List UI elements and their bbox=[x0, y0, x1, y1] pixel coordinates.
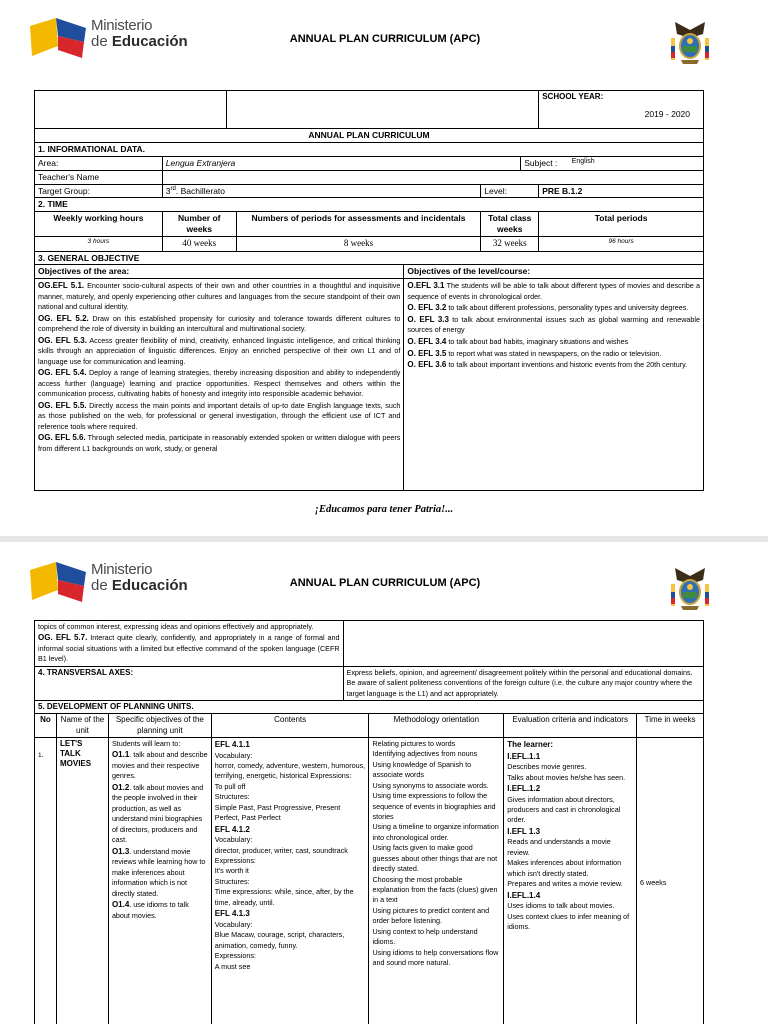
time-value-weekly: 3 hours bbox=[35, 237, 163, 252]
planning-table bbox=[34, 620, 704, 1024]
plan-header-contents: Contents bbox=[211, 714, 369, 737]
time-header-assessments: Numbers of periods for assessments and incidentals bbox=[236, 212, 481, 237]
plan-header-name: Name of the unit bbox=[56, 714, 108, 737]
level-objectives-header: Objectives of the level/course: bbox=[404, 265, 704, 279]
time-value-total-class-weeks: 32 weeks bbox=[481, 237, 539, 252]
area-label: Area: bbox=[35, 156, 163, 170]
logo-line2: de Educación bbox=[91, 32, 188, 50]
ministerio-flag-icon bbox=[28, 560, 90, 608]
area-objective: OG. EFL 5.5. Directly access the main points and important details of up-to date English language texts, such as those published on the web, for professional or general investigation, through the efficient use of ICT and reference tools where required. bbox=[38, 400, 401, 431]
area-objective: OG.EFL 5.1. Encounter socio-cultural aspects of their own and other countries in a thoughtful and inquisitive manner, maturely, and openly experiencing other cultures and languages from the secure standpoint of their own national and cultural identity. bbox=[38, 281, 401, 312]
level-value: PRE B.1.2 bbox=[539, 184, 704, 198]
area-objectives-header: Objectives of the area: bbox=[35, 265, 404, 279]
time-value-total-periods: 96 hours bbox=[539, 237, 704, 252]
area-objectives-list bbox=[35, 279, 404, 491]
time-header-total-class-weeks: Total class weeks bbox=[481, 212, 539, 237]
document-title: ANNUAL PLAN CURRICULUM (APC) bbox=[289, 577, 481, 589]
section-planning-units: 5. DEVELOPMENT OF PLANNING UNITS. bbox=[35, 701, 704, 714]
header-cell-left bbox=[35, 91, 227, 129]
level-objective: O.EFL 3.1 The students will be able to talk about different types of movies and describe a sequence of events in chronological order. bbox=[407, 281, 700, 301]
ministerio-logo bbox=[28, 560, 198, 608]
page-footer-slogan: ¡Educamos para tener Patria!... bbox=[314, 504, 454, 515]
logo-line1: Ministerio bbox=[91, 561, 153, 578]
area-objective: OG. EFL 5.3. Access greater flexibility of mind, creativity, enhanced linguistic intelligence, and critical thinking skills through an appreciation of linguistic differences. Enjoy an enriched perspective of their own L1 and of language use for communication and learning. bbox=[38, 335, 401, 366]
unit-number: 1. bbox=[35, 737, 57, 1024]
document-title: ANNUAL PLAN CURRICULUM (APC) bbox=[289, 33, 481, 45]
level-objective: O. EFL 3.4 to talk about bad habits, imaginary situations and wishes bbox=[407, 336, 629, 346]
unit-methodology: Relating pictures to words Identifying adjectives from nouns Using knowledge of Spanish to associate words Using synonyms to associate words. Using time expressions to follow the sequence of events in biographies and stories Using a timeline to organize information into chronological order. Using facts given to make good guesses about other things that are not directly stated. Choosing the most probable explanation from the facts (clues) given in a text Using pictures to predict content and order before listening. Using context to help understand idioms. Using idioms to help conversations flow and sound more natural. bbox=[369, 737, 504, 1024]
area-value: Lengua Extranjera bbox=[162, 156, 520, 170]
coat-of-arms-icon bbox=[669, 16, 711, 68]
unit-name: LET'S TALK MOVIES bbox=[56, 737, 108, 1024]
teacher-value bbox=[162, 170, 703, 184]
plan-header-methodology: Methodology orientation bbox=[369, 714, 504, 737]
logo-line1: Ministerio bbox=[91, 17, 153, 34]
area-objective: OG. EFL 5.4. Deploy a range of learning strategies, thereby increasing disposition and ability to independently access further (language) learning and practice opportunities. Respect themselves and others within the communication process, cultivating habits of honesty and integrity into responsible academic behavior. bbox=[38, 368, 401, 399]
unit-objectives: Students will learn to: O1.1. talk about and describe movies and their respective genres. O1.2. talk about movies and the people involved in their production, as well as understand mini biographies of directors, producers and cast. O1.3. understand movie reviews while learning how to make inferences about information which is not directly stated. O1.4. use idioms to talk about movies. bbox=[108, 737, 211, 1024]
plan-header-no: No bbox=[35, 714, 57, 737]
subject-label: Subject : bbox=[521, 156, 569, 170]
unit-evaluation: The learner: I.EFL.1.1 Describes movie genres. Talks about movies he/she has seen. I.EFL.1.2 Gives information about directors, producers and cast in chronological order. I.EFL 1.3 Reads and understands a movie review. Makes inferences about information which isn't directly stated. Prepares and writes a movie review. I.EFL.1.4 Uses idioms to talk about movies. Uses context clues to infer meaning of idioms. bbox=[504, 737, 637, 1024]
target-label: Target Group: bbox=[35, 184, 163, 198]
time-header-weeks: Number of weeks bbox=[162, 212, 236, 237]
school-year-value: 2019 - 2020 bbox=[644, 109, 690, 120]
annual-plan-table bbox=[34, 90, 704, 491]
unit-time: 6 weeks bbox=[637, 737, 704, 1024]
time-value-assessments: 8 weeks bbox=[236, 237, 481, 252]
level-label: Level: bbox=[481, 184, 539, 198]
level-objective: O. EFL 3.3 to talk about environmental issues such as global warming and renewable sources of energy bbox=[407, 314, 700, 335]
area-objective: OG. EFL 5.2. Draw on this established propensity for curiosity and tolerance towards different cultures to comprehend the role of diversity in building an intercultural and multinational society. bbox=[38, 313, 401, 334]
time-value-weeks: 40 weeks bbox=[162, 237, 236, 252]
time-header-total-periods: Total periods bbox=[539, 212, 704, 237]
coat-of-arms-icon bbox=[669, 562, 711, 614]
header-cell-mid bbox=[226, 91, 538, 129]
level-objectives-list bbox=[404, 279, 704, 491]
continued-level-cell bbox=[343, 621, 703, 667]
ministerio-logo bbox=[28, 16, 198, 64]
level-objective: O. EFL 3.5 to report what was stated in newspapers, on the radio or television. bbox=[407, 348, 662, 358]
plan-header-evaluation: Evaluation criteria and indicators bbox=[504, 714, 637, 737]
logo-line2: de Educación bbox=[91, 576, 188, 594]
level-objective: O. EFL 3.2 to talk about different professions, personality types and university degrees. bbox=[407, 303, 689, 313]
section-transversal-axes: 4. TRANSVERSAL AXES: bbox=[35, 666, 344, 700]
section-general-objective: 3. GENERAL OBJECTIVE bbox=[35, 251, 704, 265]
time-header-weekly: Weekly working hours bbox=[35, 212, 163, 237]
section-time: 2. TIME bbox=[35, 198, 704, 212]
teacher-label: Teacher's Name bbox=[35, 170, 163, 184]
continued-objectives: topics of common interest, expressing ideas and opinions effectively and appropriately. OG. EFL 5.7. Interact quite clearly, confidently, and appropriately in a range of formal and informal social situations with a limited but effective command of the spoken language (CEFR B1 level). bbox=[35, 621, 344, 667]
school-year-cell: SCHOOL YEAR: 2019 - 2020 bbox=[539, 91, 704, 129]
subject-value: English bbox=[569, 156, 704, 170]
plan-header-objectives: Specific objectives of the planning unit bbox=[108, 714, 211, 737]
table-title: ANNUAL PLAN CURRICULUM bbox=[35, 129, 704, 143]
document-page-2 bbox=[0, 542, 768, 1024]
target-value: 3rd. Bachillerato bbox=[162, 184, 480, 198]
transversal-text: Express beliefs, opinion, and agreement/ disagreement politely within the personal and educational domains. Be aware of salient politeness conventions of the foreign culture (i.e. the culture any major country where the target language is the L1) and act appropriately. bbox=[343, 666, 703, 700]
area-objective: OG. EFL 5.6. Through selected media, participate in reasonably extended spoken or written dialogue with peers from different L1 backgrounds on work, study, or general bbox=[38, 433, 401, 453]
level-objective: O. EFL 3.6 to talk about important inventions and historic events from the 20th century. bbox=[407, 360, 688, 370]
unit-contents: EFL 4.1.1 Vocabulary: horror, comedy, adventure, western, humorous, terrifying, energetic, historical Expressions: To pull off Structures: Simple Past, Past Progressive, Present Perfect, Past Perfect EFL 4.1.2 Vocabulary: director, producer, writer, cast, soundtrack Expressions: It's worth it Structures: Time expressions: while, since, after, by the time, already, until. EFL 4.1.3 Vocabulary: Blue Macaw, courage, script, characters, animation, comedy, funny. Expressions: A must see bbox=[211, 737, 369, 1024]
ministerio-flag-icon bbox=[28, 16, 90, 64]
section-informational-data: 1. INFORMATIONAL DATA. bbox=[35, 142, 704, 156]
plan-header-time: Time in weeks bbox=[637, 714, 704, 737]
